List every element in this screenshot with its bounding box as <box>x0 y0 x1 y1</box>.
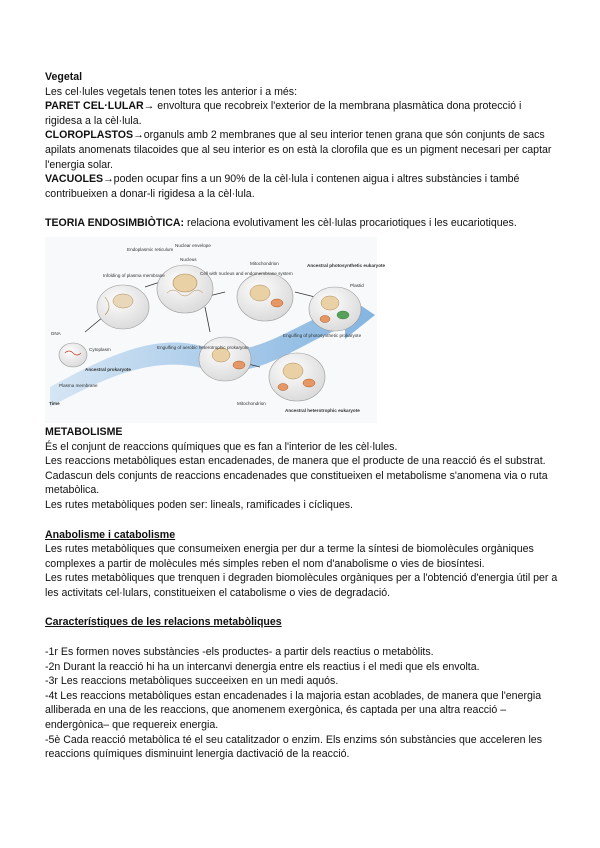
label-mitochondrion-top: Mitochondrion <box>250 260 279 266</box>
paret-paragraph <box>45 99 560 128</box>
label-engulfing-photosynthetic: Engulfing of photosynthetic prokaryote <box>283 332 362 338</box>
anabolisme-p1: Les rutes metabòliques que consumeixen energia per dur a terme la síntesi de biomolècules orgàniques complexes a partir de molècules més simples reben el nom d'anabolisme o vies de biosíntesi. <box>45 543 534 570</box>
vacuoles-term: VACUOLES <box>45 173 104 186</box>
vacuoles-text: →poden ocupar fins a un 90% de la cèl·lula i contenen aigua i altres substàncies i també contribueixen a donar-li rigidesa a la cèl·lula. <box>45 173 520 200</box>
metabolisme-p1: És el conjunt de reaccions químiques que es fan a l'interior de les cèl·lules. <box>45 440 398 453</box>
label-cell-with-nucleus: Cell with nucleus and endomembrane system <box>200 270 293 276</box>
metabolisme-p2: Les reaccions metabòliques estan encadenades, de manera que el producte de una reacció és el substrat. Cadascun dels conjunts de reaccions encadenades que constitueixen el metabolisme s'anomena via o ruta metabòlica. <box>45 455 548 497</box>
cloroplastos-text: →organuls amb 2 membranes que al seu interior tenen grana que són conjunts de sacs apilats anomenats tilacoides que al seu interior es on està la clorofila que es un pigment necesari per captar l'energia solar. <box>45 129 552 171</box>
cloroplastos-term: CLOROPLASTOS <box>45 129 134 142</box>
infolding-cell <box>97 285 149 329</box>
paret-term: PARET CEL·LULAR <box>45 100 144 113</box>
ancestral-prokaryote-cell <box>59 343 87 367</box>
caracteristica-item: -2n Durant la reacció hi ha un intercanvi denergia entre els reactius i el medi que els envolta. <box>45 660 480 673</box>
label-endoplasmic-reticulum: Endoplasmic reticulum <box>127 246 174 252</box>
label-dna: DNA <box>51 330 61 336</box>
caracteristica-item: -3r Les reaccions metabòliques succeeixen en un medi aquós. <box>45 675 339 688</box>
label-ancestral-photosynthetic: Ancestral photosynthetic eukaryote <box>307 262 386 268</box>
vacuoles-paragraph <box>45 172 560 201</box>
label-time: Time <box>49 400 60 406</box>
metabolisme-p3: Les rutes metabòliques poden ser: lineals, ramificades i cícliques. <box>45 498 353 511</box>
label-ancestral-heterotrophic: Ancestral heterotrophic eukaryote <box>285 407 360 413</box>
anabolisme-p2: Les rutes metabòliques que trenquen i degraden biomolècules orgàniques per a l'obtenció d'energia útil per a les activitats cel·lulars, constitueixen el catabolisme o vies de degradació. <box>45 572 558 599</box>
teoria-paragraph <box>45 216 560 231</box>
label-ancestral-prokaryote: Ancestral prokaryote <box>85 366 131 372</box>
endosymbiosis-diagram <box>45 237 386 423</box>
teoria-text: relaciona evolutivament les cèl·lulas procariotiques i les eucariotiques. <box>184 217 517 230</box>
label-infolding: Infolding of plasma membrane <box>103 272 165 278</box>
engulfing-heterotrophic-cell <box>199 337 251 381</box>
label-nuclear-envelope: Nuclear envelope <box>175 242 211 248</box>
label-cytoplasm: Cytoplasm <box>89 346 111 352</box>
paret-text: → envoltura que recobreix l'exterior de la membrana plasmàtica dona protecció i rigidesa a la cèl·lula. <box>45 100 522 127</box>
caracteristica-item: -1r Es formen noves substàncies -els productes- a partir dels reactius o metabòlits. <box>45 646 434 659</box>
caracteristica-item: -5è Cada reacció metabòlica té el seu catalitzador o enzim. Els enzims són substàncies que acceleren les reaccions químiques disminuint lenergia dactivació de la reacció. <box>45 733 542 761</box>
label-engulfing-aerobic: Engulfing of aerobic heterotrophic prokaryote <box>157 344 249 350</box>
label-mitochondrion-bottom: Mitochondrion <box>237 400 266 406</box>
vegetal-intro: Les cel·lules vegetals tenen totes les anterior i a més: <box>45 85 298 98</box>
label-nucleus: Nucleus <box>180 256 197 262</box>
photosynthetic-eukaryote-cell <box>309 287 361 331</box>
engulfing-aerobic-cell <box>237 273 293 321</box>
caracteristica-item: -4t Les reaccions metabòliques estan encadenades i la majoria estan acoblades, de manera que l'energia alliberada en una de les reaccions, que anomenem exergònica, és captada per una altra reacció –endergònica– que requereix energia. <box>45 689 542 732</box>
label-plastid: Plastid <box>350 282 364 288</box>
metabolisme-heading: METABOLISME <box>45 425 123 438</box>
vegetal-heading: Vegetal <box>45 71 83 83</box>
label-plasma-membrane: Plasma membrane <box>59 382 98 388</box>
document-page <box>45 70 560 762</box>
cloroplastos-paragraph <box>45 128 560 172</box>
endosymbiosis-figure <box>45 237 386 423</box>
heterotrophic-eukaryote-cell <box>269 353 325 401</box>
teoria-term: TEORIA ENDOSIMBIÒTICA: <box>45 217 185 230</box>
caracteristiques-heading: Característiques de les relacions metabòliques <box>45 616 282 629</box>
anabolisme-heading: Anabolisme i catabolisme <box>45 528 176 541</box>
